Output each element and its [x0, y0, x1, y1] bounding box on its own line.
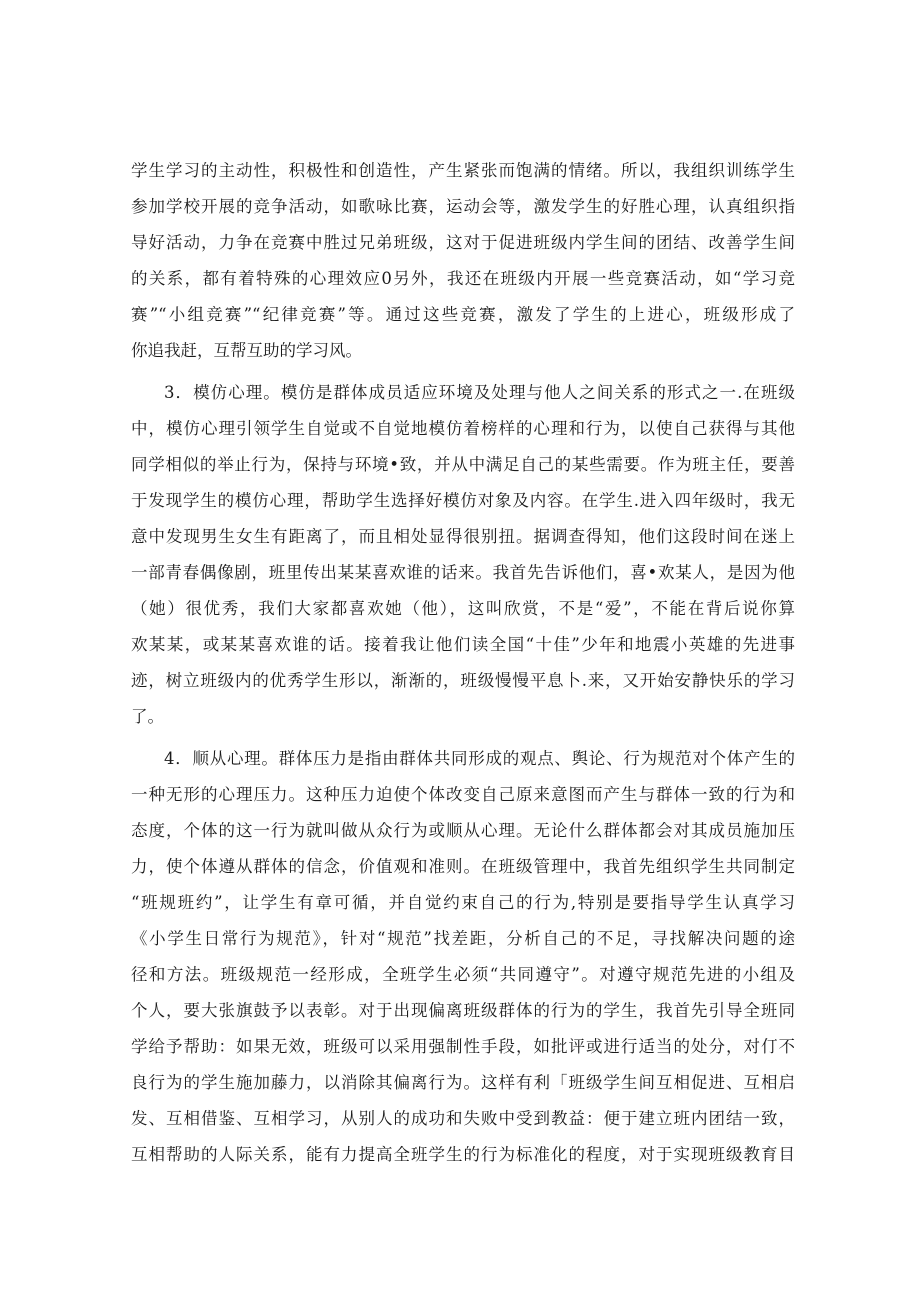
- paragraph-imitation: [131, 375, 795, 735]
- text-line: 的关系，都有着特殊的心理效应0另外，我还在班级内开展一些竞赛活动，如“学习竞: [131, 269, 795, 288]
- text-line: 3．模仿心理。模仿是群体成员适应环境及处理与他人之间关系的形式之一.在班级: [164, 383, 795, 402]
- text-line: 发、互相借鉴、互相学习，从别人的成功和失败中受到教益：便于建立班内团结一致，: [131, 1109, 795, 1128]
- text-line: 互相帮助的人际关系，能有力提高全班学生的行为标准化的程度，对于实现班级教育目: [131, 1145, 795, 1164]
- text-line: 一部青春偶像剧，班里传出某某喜欢谁的话来。我首先告诉他们，喜•欢某人，是因为他: [131, 563, 795, 582]
- text-line: （她）很优秀，我们大家都喜欢她（他），这叫欣赏，不是“爱”，不能在背后说你算: [131, 599, 795, 618]
- text-line: 4．顺从心理。群体压力是指由群体共同形成的观点、舆论、行为规范对个体产生的: [164, 749, 795, 768]
- text-line: 中，模仿心理引领学生自觉或不自觉地模仿着榜样的心理和行为，以使自己获得与其他: [131, 419, 795, 438]
- text-line: 《小学生日常行为规范》，针对“规范”找差距，分析自己的不足，寻找解决问题的途: [131, 929, 795, 948]
- text-line: 学给予帮助：如果无效，班级可以采用强制性手段，如批评或进行适当的处分，对仃不: [131, 1037, 795, 1056]
- text-line: 迹，树立班级内的优秀学生形以，渐渐的，班级慢慢平息卜.来，又开始安静快乐的学习: [131, 671, 795, 690]
- text-line: 同学相似的举止行为，保持与环境•致，并从中满足自己的某些需要。作为班主任，要善: [131, 455, 795, 474]
- text-line: 意中发现男生女生有距离了，而且相处显得很别扭。据调查得知，他们这段时间在迷上: [131, 527, 795, 546]
- text-line: 个人，要大张旗鼓予以表彰。对于出现偏离班级群体的行为的学生，我首先引导全班同: [131, 1001, 795, 1020]
- paragraph-continuation: [131, 153, 795, 369]
- text-line: 径和方法。班级规范一经形成，全班学生必须“共同遵守”。对遵守规范先进的小组及: [131, 965, 795, 984]
- text-line: 参加学校开展的竞争活动，如歌咏比赛，运动会等，激发学生的好胜心理，认真组织指: [131, 197, 795, 216]
- text-line: 于发现学生的模仿心理，帮助学生选择好模仿对象及内容。在学生.进入四年级时，我无: [131, 491, 795, 510]
- text-line: 态度，个体的这一行为就叫做从众行为或顺从心理。无论什么群体都会对其成员施加压: [131, 821, 795, 840]
- text-line: 你追我赶，互帮互助的学习风。: [131, 341, 362, 360]
- text-line: 了。: [131, 707, 164, 726]
- text-line: 学生学习的主动性，积极性和创造性，产生紧张而饱满的情绪。所以，我组织训练学生: [131, 161, 795, 180]
- text-line: 力，使个体遵从群体的信念，价值观和准则。在班级管理中，我首先组织学生共同制定: [131, 857, 795, 876]
- body-text: [131, 153, 795, 1173]
- text-line: 欢某某，或某某喜欢谁的话。接着我让他们读全国“十佳”少年和地震小英雄的先进事: [131, 635, 795, 654]
- text-line: “班规班约”，让学生有章可循，并自觉约束自己的行为,特别是要指导学生认真学习: [131, 893, 795, 912]
- text-line: 一种无形的心理压力。这种压力迫使个体改变自己原来意图而产生与群体一致的行为和: [131, 785, 795, 804]
- paragraph-conformity: [131, 741, 795, 1173]
- text-line: 导好活动，力争在竞赛中胜过兄弟班级，这对于促进班级内学生间的团结、改善学生间: [131, 233, 795, 252]
- text-line: 良行为的学生施加藤力，以消除其偏离行为。这样有利「班级学生间互相促进、互相启: [131, 1073, 795, 1092]
- text-line: 赛”“小组竞赛”“纪律竞赛”等。通过这些竞赛，激发了学生的上进心，班级形成了: [131, 305, 795, 324]
